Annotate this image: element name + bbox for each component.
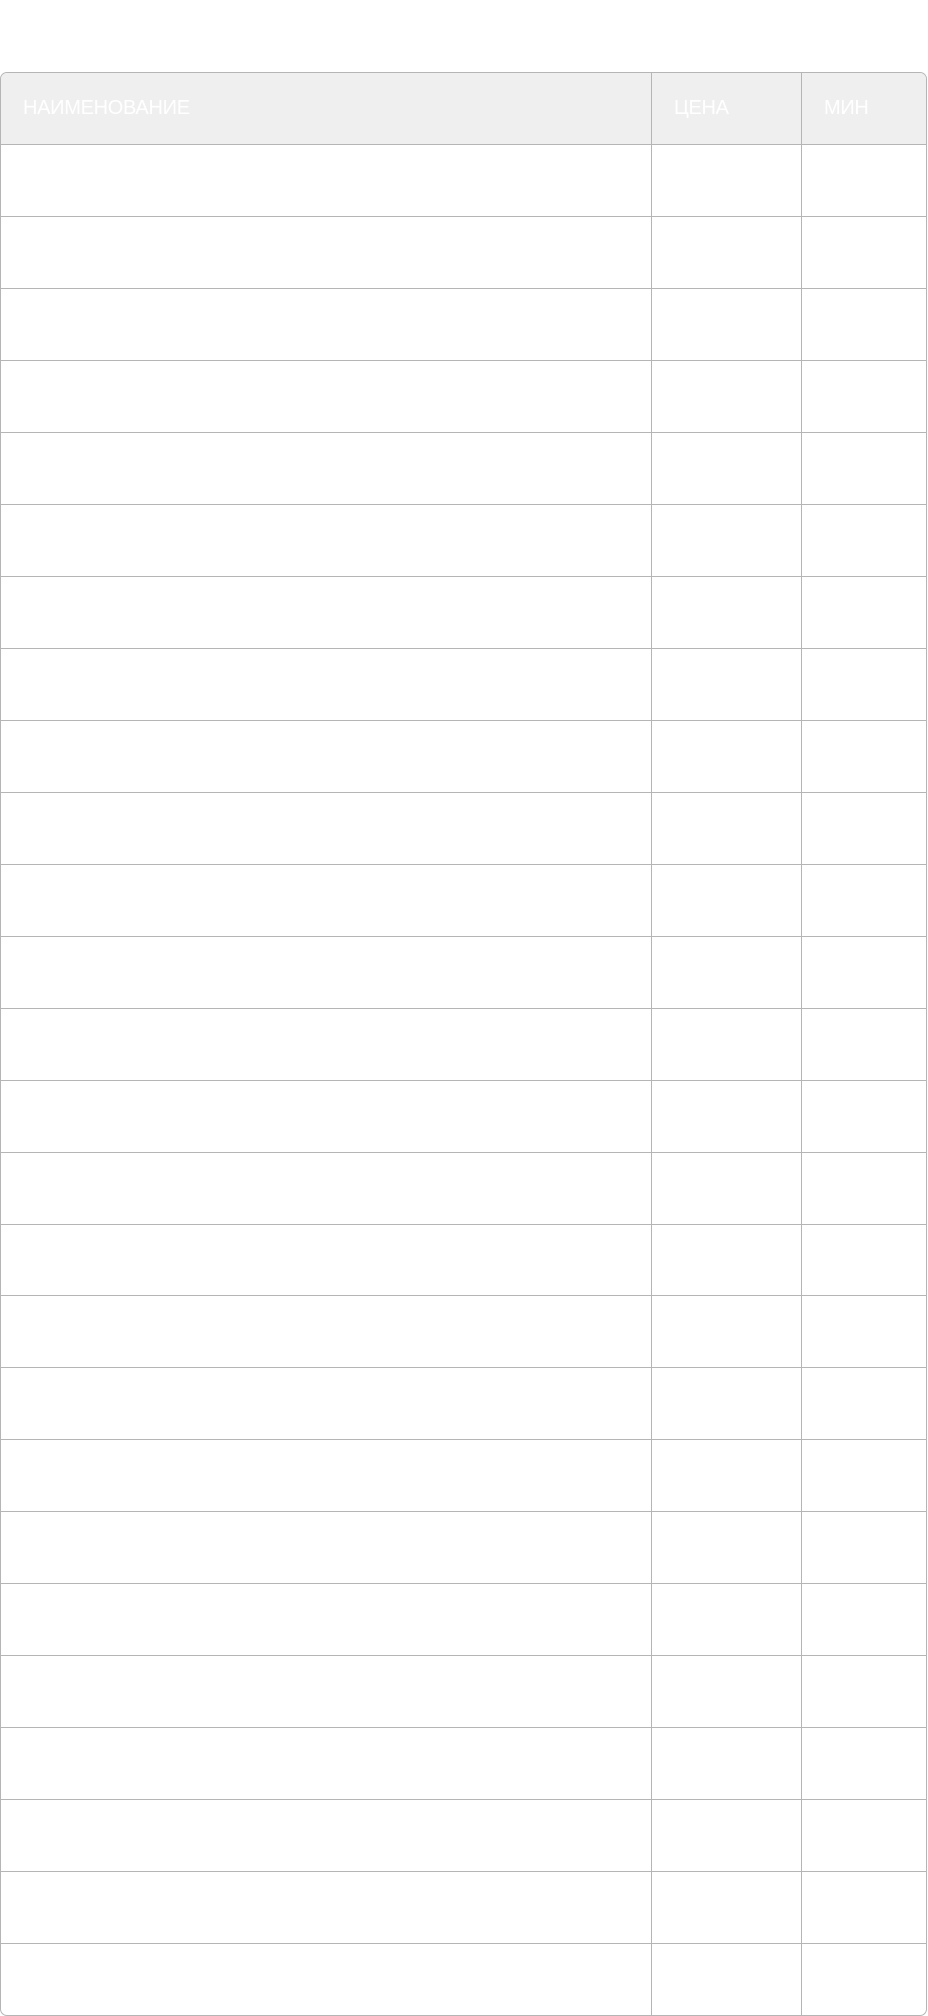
table-cell-price	[651, 1800, 801, 1871]
column-header-price: ЦЕНА	[651, 73, 801, 144]
table-row	[1, 576, 926, 648]
table-cell-price	[651, 1225, 801, 1296]
table-row	[1, 1295, 926, 1367]
table-cell-price	[651, 361, 801, 432]
table-cell-min	[801, 1440, 926, 1511]
table-cell-price	[651, 1440, 801, 1511]
table-row	[1, 936, 926, 1008]
table-cell-name	[1, 1800, 651, 1871]
table-row	[1, 1583, 926, 1655]
table-cell-min	[801, 1728, 926, 1799]
table-cell-price	[651, 217, 801, 288]
table-row	[1, 792, 926, 864]
table-cell-name	[1, 1728, 651, 1799]
table-header	[1, 73, 926, 144]
table-row	[1, 1511, 926, 1583]
table-cell-min	[801, 1944, 926, 2015]
table-cell-min	[801, 1009, 926, 1080]
table-row	[1, 432, 926, 504]
table-cell-min	[801, 865, 926, 936]
table-cell-name	[1, 937, 651, 1008]
table-cell-price	[651, 1944, 801, 2015]
table-row	[1, 1439, 926, 1511]
table-cell-min	[801, 1584, 926, 1655]
price-table	[0, 72, 927, 2016]
table-cell-min	[801, 721, 926, 792]
table-row	[1, 144, 926, 216]
table-cell-price	[651, 577, 801, 648]
table-cell-min	[801, 1081, 926, 1152]
table-row	[1, 1367, 926, 1439]
table-cell-min	[801, 1225, 926, 1296]
table-cell-min	[801, 1872, 926, 1943]
table-cell-price	[651, 1368, 801, 1439]
table-row	[1, 1008, 926, 1080]
table-cell-min	[801, 1800, 926, 1871]
table-cell-name	[1, 1153, 651, 1224]
table-cell-name	[1, 721, 651, 792]
table-row	[1, 1152, 926, 1224]
table-cell-min	[801, 937, 926, 1008]
table-cell-min	[801, 1656, 926, 1727]
table-row	[1, 288, 926, 360]
table-cell-name	[1, 1368, 651, 1439]
column-header-name: НАИМЕНОВАНИЕ	[23, 96, 190, 119]
table-cell-name	[1, 145, 651, 216]
table-cell-price	[651, 721, 801, 792]
table-cell-price	[651, 793, 801, 864]
table-cell-price	[651, 1728, 801, 1799]
table-row	[1, 864, 926, 936]
table-row	[1, 1224, 926, 1296]
table-cell-min	[801, 1512, 926, 1583]
table-cell-name	[1, 577, 651, 648]
table-cell-name	[1, 433, 651, 504]
table-cell-price	[651, 649, 801, 720]
table-cell-price	[651, 505, 801, 576]
table-cell-min	[801, 145, 926, 216]
table-cell-price	[651, 1872, 801, 1943]
table-cell-min	[801, 1368, 926, 1439]
table-cell-min	[801, 793, 926, 864]
table-row	[1, 216, 926, 288]
table-cell-name	[1, 793, 651, 864]
table-cell-price	[651, 1009, 801, 1080]
table-cell-price	[651, 1512, 801, 1583]
table-cell-name	[1, 865, 651, 936]
table-cell-name	[1, 505, 651, 576]
table-row	[1, 720, 926, 792]
table-cell-min	[801, 649, 926, 720]
table-cell-price	[651, 865, 801, 936]
table-cell-name	[1, 1225, 651, 1296]
table-cell-name	[1, 1296, 651, 1367]
table-cell-price	[651, 433, 801, 504]
table-cell-name	[1, 289, 651, 360]
table-cell-min	[801, 505, 926, 576]
table-cell-name	[1, 1656, 651, 1727]
table-row	[1, 360, 926, 432]
table-cell-price	[651, 1153, 801, 1224]
table-cell-price	[651, 1656, 801, 1727]
column-header-min: МИН	[801, 73, 926, 144]
table-cell-min	[801, 1296, 926, 1367]
table-cell-min	[801, 1153, 926, 1224]
table-cell-min	[801, 577, 926, 648]
table-cell-name	[1, 1512, 651, 1583]
table-cell-price	[651, 1296, 801, 1367]
table-row	[1, 1943, 926, 2015]
table-cell-min	[801, 289, 926, 360]
table-row	[1, 1080, 926, 1152]
table-row	[1, 1727, 926, 1799]
table-cell-price	[651, 145, 801, 216]
table-cell-price	[651, 1081, 801, 1152]
table-cell-name	[1, 1584, 651, 1655]
table-cell-price	[651, 289, 801, 360]
table-cell-name	[1, 1872, 651, 1943]
table-cell-min	[801, 433, 926, 504]
table-cell-name	[1, 217, 651, 288]
table-cell-name	[1, 649, 651, 720]
table-row	[1, 648, 926, 720]
table-cell-name	[1, 1081, 651, 1152]
table-cell-name	[1, 361, 651, 432]
table-row	[1, 1799, 926, 1871]
table-row	[1, 504, 926, 576]
table-cell-price	[651, 1584, 801, 1655]
table-row	[1, 1655, 926, 1727]
table-cell-name	[1, 1944, 651, 2015]
table-cell-name	[1, 1009, 651, 1080]
table-cell-price	[651, 937, 801, 1008]
table-cell-name	[1, 1440, 651, 1511]
table-cell-min	[801, 217, 926, 288]
table-cell-min	[801, 361, 926, 432]
table-row	[1, 1871, 926, 1943]
